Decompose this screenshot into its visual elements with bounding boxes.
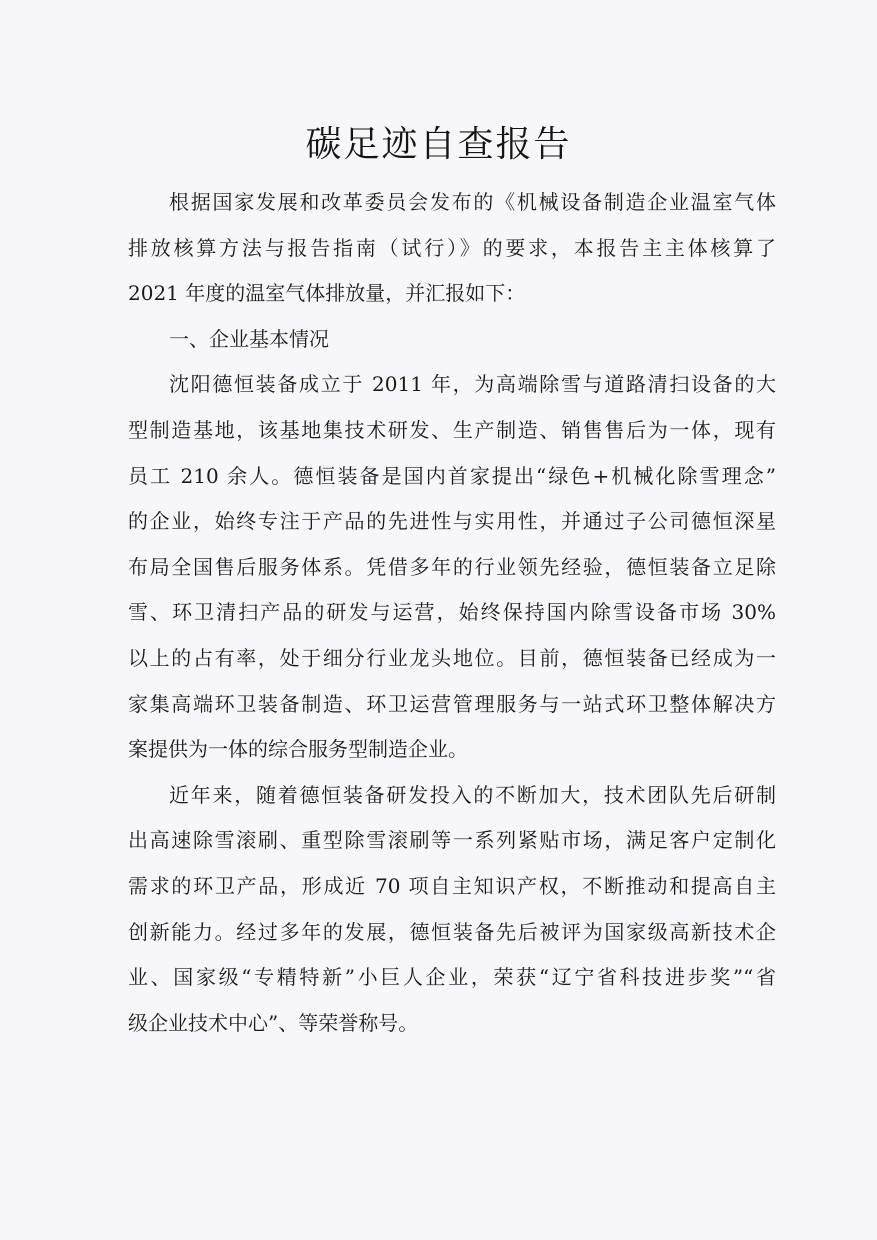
text-line: 出高速除雪滚刷、重型除雪滚刷等一系列紧贴市场，满足客户定制化 (128, 828, 776, 853)
page-title: 碳足迹自查报告 (305, 124, 572, 165)
text-line: 案提供为一体的综合服务型制造企业。 (128, 737, 468, 762)
text-line: 级企业技术中心”、等荣誉称号。 (128, 1010, 419, 1035)
text-line: 沈阳德恒装备成立于 2011 年，为高端除雪与道路清扫设备的大 (169, 372, 776, 397)
text-line: 排放核算方法与报告指南（试行）》的要求，本报告主主体核算了 (128, 235, 776, 260)
text-line: 近年来，随着德恒装备研发投入的不断加大，技术团队先后研制 (169, 782, 776, 807)
text-line: 业、国家级“专精特新”小巨人企业，荣获“辽宁省科技进步奖”“省 (128, 965, 776, 990)
text-line: 根据国家发展和改革委员会发布的《机械设备制造企业温室气体 (169, 190, 776, 214)
text-line: 雪、环卫清扫产品的研发与运营，始终保持国内除雪设备市场 30% (128, 600, 776, 625)
text-line: 的企业，始终专注于产品的先进性与实用性，并通过子公司德恒深星 (128, 509, 776, 534)
text-line: 创新能力。经过多年的发展，德恒装备先后被评为国家级高新技术企 (128, 919, 776, 944)
text-line: 以上的占有率，处于细分行业龙头地位。目前，德恒装备已经成为一 (128, 645, 776, 670)
text-line: 布局全国售后服务体系。凭借多年的行业领先经验，德恒装备立足除 (128, 554, 776, 579)
text-line: 员工 210 余人。德恒装备是国内首家提出“绿色+机械化除雪理念” (128, 463, 776, 488)
text-line: 型制造基地，该基地集技术研发、生产制造、销售售后为一体，现有 (128, 417, 776, 442)
text-line: 一、企业基本情况 (169, 326, 329, 351)
text-line: 需求的环卫产品，形成近 70 项自主知识产权，不断推动和提高自主 (128, 873, 776, 898)
text-line: 2021 年度的温室气体排放量，并汇报如下： (128, 281, 526, 306)
text-line: 家集高端环卫装备制造、环卫运营管理服务与一站式环卫整体解决方 (128, 691, 776, 716)
document-body (128, 180, 776, 1046)
